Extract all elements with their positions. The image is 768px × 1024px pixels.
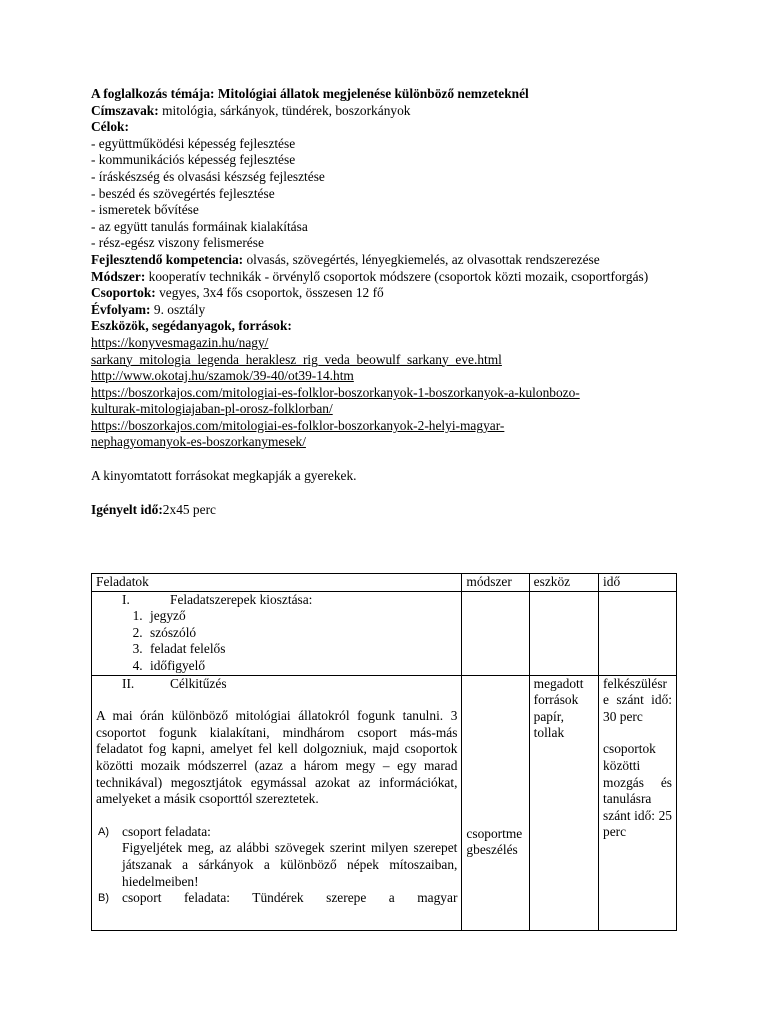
header-tasks: Feladatok: [92, 574, 462, 592]
list-item: 3. feladat felelős: [146, 641, 457, 658]
theme-line: A foglalkozás témája: Mitológiai állatok megjelenése különböző nemzeteknél: [91, 86, 529, 101]
table-row: [92, 591, 677, 675]
list-item: 1. jegyző: [146, 608, 457, 625]
lesson-plan-table: [91, 573, 677, 931]
source-link-3-cont[interactable]: kulturak-mitologiajaban-pl-orosz-folklorban/: [91, 401, 333, 417]
header-tools: eszköz: [529, 574, 598, 592]
goal-item: - íráskészség és olvasási készség fejlesztése: [91, 168, 325, 184]
table-row: [92, 675, 677, 930]
source-links: [91, 335, 676, 451]
task-a: A) csoport feladata: Figyeljétek meg, az alábbi szövegek szerint milyen szerepet játszanak a sárkányok a különböző népek mítoszaiban, hiedelmeiben!: [98, 823, 458, 889]
source-link-1-cont[interactable]: sarkany_mitologia_legenda_heraklesz_rig_veda_beowulf_sarkany_eve.html: [91, 351, 502, 367]
time-line: Igényelt idő:2x45 perc: [91, 501, 216, 517]
goal-item: - beszéd és szövegértés fejlesztése: [91, 185, 275, 201]
keywords-line: Címszavak: mitológia, sárkányok, tündérek, boszorkányok: [91, 102, 411, 118]
roles-cell: I. Feladatszerepek kiosztása: 1. jegyző 2. szószóló 3. feladat felelős 4. időfigyelő: [92, 591, 462, 675]
goal-item: - kommunikációs képesség fejlesztése: [91, 152, 296, 168]
list-item: 4. időfigyelő: [146, 658, 457, 675]
goals-heading: Célok:: [91, 119, 129, 135]
time-cell: felkészülésre szánt idő: 30 perc csoportok közötti mozgás és tanulásra szánt idő: 25 perc: [599, 675, 677, 930]
header-method: módszer: [462, 574, 529, 592]
goal-item: - együttműködési képesség fejlesztése: [91, 135, 296, 151]
objectives-cell: II. Célkitűzés A mai órán különböző mitológiai állatokról fogunk tanulni. 3 csoportot fogunk kialakítani, mindhárom csoport más-más feladatot fog kapni, amelyet fel kell dolgozniuk, majd csoportok közötti mozaik módszerrel (azaz a három megy – egy marad technikával) megosztjátok egymással azokat az információkat, amelyeket a másik csoporttól szereztetek. A) csoport feladata: Figyeljétek meg, az alábbi szövegek szerint milyen szerepet játszanak a sárkányok a különböző népek mítoszaiban, hiedelmeiben! B) csoport feladata: Tündérek szerepe a magyar: [92, 675, 462, 930]
grade-line: Évfolyam: 9. osztály: [91, 301, 206, 317]
source-link-4-cont[interactable]: nephagyomanyok-es-boszorkanymesek/: [91, 434, 306, 450]
source-link-3[interactable]: https://boszorkajos.com/mitologiai-es-folklor-boszorkanyok-1-boszorkanyok-a-kulonbozo-: [91, 384, 580, 400]
task-b: B) csoport feladata: Tündérek szerepe a magyar: [98, 890, 458, 906]
source-link-1[interactable]: https://konyvesmagazin.hu/nagy/: [91, 334, 269, 350]
tools-heading: Eszközök, segédanyagok, források:: [91, 318, 292, 334]
goals-list: [91, 136, 676, 252]
source-link-4[interactable]: https://boszorkajos.com/mitologiai-es-folklor-boszorkanyok-2-helyi-magyar-: [91, 417, 505, 433]
document-body: [91, 86, 676, 518]
goal-item: - ismeretek bővítése: [91, 202, 199, 218]
competence-line: Fejlesztendő kompetencia: olvasás, szövegértés, lényegkiemelés, az olvasottak rendszerezése: [91, 251, 600, 267]
goal-item: - rész-egész viszony felismerése: [91, 235, 264, 251]
list-item: 2. szószóló: [146, 625, 457, 642]
goal-item: - az együtt tanulás formáinak kialakítása: [91, 218, 308, 234]
objectives-intro: A mai órán különböző mitológiai állatokról fogunk tanulni. 3 csoportot fogunk kialakítani, mindhárom csoport más-más feladatot fog kapni, amelyet fel kell dolgozniuk, majd csoportok közötti mozaik módszerrel (azaz a három megy – egy marad technikával) megosztjátok egymással azokat az információkat, amelyeket a másik csoporttól szereztetek.: [96, 708, 458, 807]
tools-cell: megadott források papír, tollak: [529, 675, 598, 930]
printed-note: A kinyomtatott forrásokat megkapják a gyerekek.: [91, 468, 357, 484]
table-header-row: [92, 574, 677, 592]
header-time: idő: [599, 574, 677, 592]
method-cell: csoportmegbeszélés: [462, 675, 529, 930]
roles-list: [96, 608, 457, 674]
groups-line: Csoportok: vegyes, 3x4 fős csoportok, összesen 12 fő: [91, 285, 384, 301]
method-line: Módszer: kooperatív technikák - örvénylő csoportok módszere (csoportok közti mozaik, csoportforgás): [91, 268, 649, 284]
source-link-2[interactable]: http://www.okotaj.hu/szamok/39-40/ot39-14.htm: [91, 368, 354, 384]
